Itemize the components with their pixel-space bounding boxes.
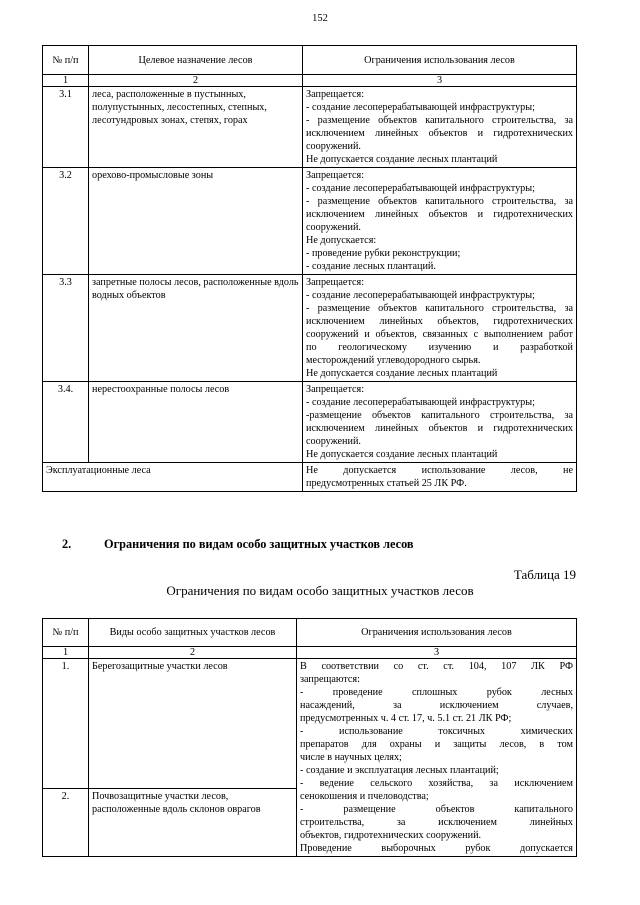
row-restrictions: Запрещается: - создание лесоперерабатывающей инфраструктуры; - размещение объектов капитального строительства, за исключением линейных объектов и гидротехнических сооружений. Не допускается создание лесных плантаций [303, 87, 577, 168]
row-purpose: запретные полосы лесов, расположенные вдоль водных объектов [89, 275, 303, 382]
table-label: Таблица 19 [513, 567, 576, 582]
header-number: № п/п [43, 46, 89, 75]
forest-purpose-restrictions-table [42, 45, 577, 492]
exploitation-forests-label: Эксплуатационные леса [43, 463, 303, 492]
row-kind: Почвозащитные участки лесов, расположенные вдоль склонов оврагов [89, 789, 297, 857]
row-number: 3.1 [43, 87, 89, 168]
table-row [43, 168, 577, 275]
header-purpose: Целевое назначение лесов [89, 46, 303, 75]
section-heading [62, 537, 414, 552]
row-restrictions: Запрещается: - создание лесоперерабатывающей инфраструктуры; - размещение объектов капитального строительства, за исключением линейных объектов и гидротехнических сооружений. Не допускается: - проведение рубки реконструкции; - создание лесных плантаций. [303, 168, 577, 275]
column-number: 3 [297, 647, 577, 659]
protective-areas-restrictions-table [42, 618, 577, 857]
table-title: Ограничения по видам особо защитных участков лесов [166, 583, 474, 598]
column-number: 2 [89, 647, 297, 659]
table-row [43, 382, 577, 463]
table-row [43, 87, 577, 168]
row-number: 2. [43, 789, 89, 857]
header-restrictions: Ограничения использования лесов [303, 46, 577, 75]
row-restrictions: В соответствии со ст. ст. 104, 107 ЛК РФ запрещаются: - проведение сплошных рубок лесных насаждений, за исключением случаев, предусмотренных ч. 4 ст. 17, ч. 5.1 ст. 21 ЛК РФ; - использование токсичных химических препаратов для охраны и защиты лесов, в том числе в научных целях; - создание и эксплуатация лесных плантаций; - ведение сельского хозяйства, за исключением сенокошения и пчеловодства; - размещение объектов капитального строительства, за исключением линейных объектов, гидротехнических сооружений. Проведение выборочных рубок допускается [297, 659, 577, 857]
header-restrictions: Ограничения использования лесов [297, 619, 577, 647]
column-number: 1 [43, 647, 89, 659]
column-number: 2 [89, 75, 303, 87]
exploitation-forests-restrictions: Не допускается использование лесов, не предусмотренных статьей 25 ЛК РФ. [303, 463, 577, 492]
section-number: 2. [62, 537, 72, 551]
header-kind: Виды особо защитных участков лесов [89, 619, 297, 647]
row-restrictions: Запрещается: - создание лесоперерабатывающей инфраструктуры; - размещение объектов капитального строительства, за исключением линейных объектов, гидротехнических сооружений и объектов, связанных с выполнением работ по геологическому изучению и разработкой месторождений углеводородного сырья. Не допускается создание лесных плантаций [303, 275, 577, 382]
row-number: 1. [43, 659, 89, 789]
row-restrictions: Запрещается: - создание лесоперерабатывающей инфраструктуры; -размещение объектов капитального строительства, за исключением линейных объектов и гидротехнических сооружений. Не допускается создание лесных плантаций [303, 382, 577, 463]
row-purpose: леса, расположенные в пустынных, полупустынных, лесостепных, степных, лесотундровых зонах, степях, горах [89, 87, 303, 168]
table-row [43, 659, 577, 789]
row-number: 3.4. [43, 382, 89, 463]
row-purpose: нерестоохранные полосы лесов [89, 382, 303, 463]
row-number: 3.2 [43, 168, 89, 275]
table-row [43, 463, 577, 492]
row-number: 3.3 [43, 275, 89, 382]
column-number: 3 [303, 75, 577, 87]
page-number: 152 [312, 13, 328, 24]
section-title: Ограничения по видам особо защитных участков лесов [104, 537, 414, 551]
header-number: № п/п [43, 619, 89, 647]
table-row [43, 275, 577, 382]
row-purpose: орехово-промысловые зоны [89, 168, 303, 275]
column-number: 1 [43, 75, 89, 87]
row-kind: Берегозащитные участки лесов [89, 659, 297, 789]
